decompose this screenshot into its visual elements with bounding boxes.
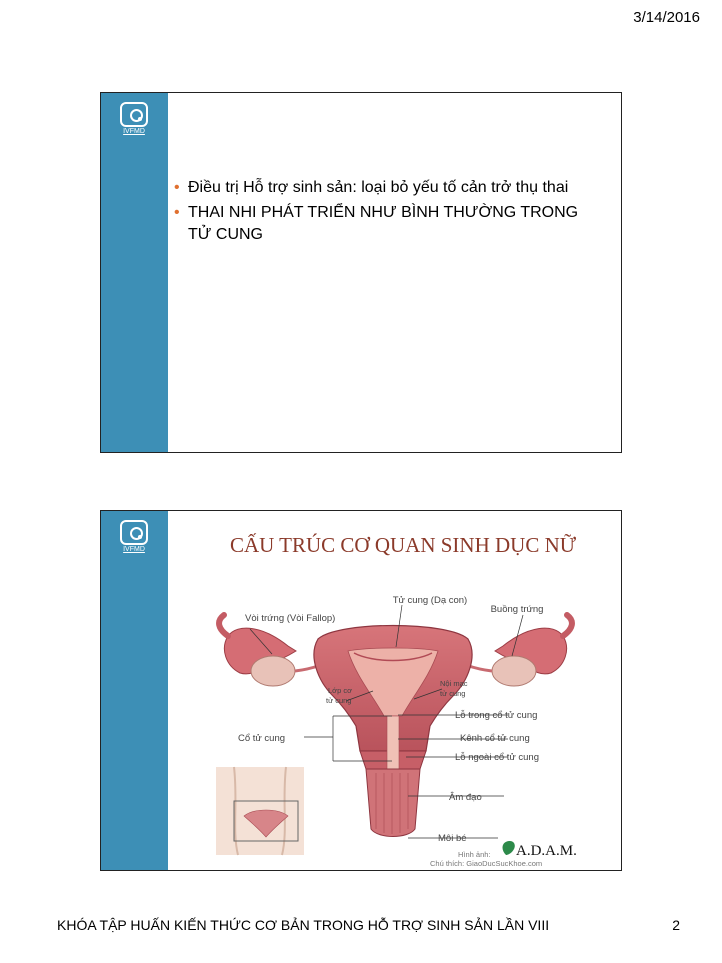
- label-external-os: Lỗ ngoài cổ tử cung: [455, 752, 540, 763]
- label-endometrium-2: tử cung: [440, 689, 466, 698]
- slide-sidebar: [101, 511, 168, 870]
- label-muscle-layer-2: tử cung: [326, 696, 352, 705]
- slide-1: [100, 92, 622, 453]
- logo-circle-icon: [130, 109, 143, 122]
- label-endometrium-1: Nội mạc: [440, 679, 468, 688]
- female-reproductive-diagram: [168, 511, 621, 870]
- label-muscle-layer-1: Lớp cơ: [328, 686, 353, 695]
- logo-frame-icon: [120, 102, 148, 127]
- left-ovary: [251, 656, 295, 686]
- slide-2: [100, 510, 622, 871]
- footer-title: KHÓA TẬP HUẤN KIẾN THỨC CƠ BẢN TRONG HỖ TRỢ SINH SẢN LẦN VIII: [57, 917, 550, 933]
- bullet-list: [174, 177, 604, 249]
- label-fallopian-tube: Vòi trứng (Vòi Fallop): [245, 613, 336, 624]
- credit-image-label: Hình ảnh:: [458, 850, 491, 859]
- adam-leaf-icon: [503, 841, 515, 855]
- label-internal-os: Lỗ trong cổ tử cung: [455, 710, 538, 721]
- logo-text: IVFMD: [123, 128, 145, 135]
- ivfmd-logo: [120, 102, 148, 136]
- adam-brand: A.D.A.M.: [516, 843, 577, 859]
- label-cervix: Cổ tử cung: [238, 733, 286, 744]
- label-vagina: Âm đạo: [449, 792, 482, 803]
- bullet-item: • Điều trị Hỗ trợ sinh sản: loại bỏ yếu tố cản trở thụ thai: [174, 177, 604, 199]
- slide-sidebar: [101, 93, 168, 452]
- page-number: 2: [672, 917, 680, 933]
- right-ovary: [492, 656, 536, 686]
- logo-circle-icon: [130, 527, 143, 540]
- logo-text: IVFMD: [123, 546, 145, 553]
- credit-caption: Chú thích: GiaoDucSucKhoe.com: [430, 859, 543, 868]
- label-ovary: Buồng trứng: [490, 604, 544, 615]
- logo-frame-icon: [120, 520, 148, 545]
- ivfmd-logo: [120, 520, 148, 554]
- bullet-item: • THAI NHI PHÁT TRIỂN NHƯ BÌNH THƯỜNG TRONG TỬ CUNG: [174, 202, 604, 246]
- label-labia: Môi bé: [438, 833, 467, 844]
- print-date: 3/14/2016: [633, 9, 700, 26]
- label-uterus: Tử cung (Dạ con): [392, 595, 468, 606]
- label-cervical-canal: Kênh cổ tử cung: [460, 733, 530, 744]
- slide-title: CẤU TRÚC CƠ QUAN SINH DỤC NỮ: [229, 533, 577, 557]
- vagina: [366, 769, 420, 837]
